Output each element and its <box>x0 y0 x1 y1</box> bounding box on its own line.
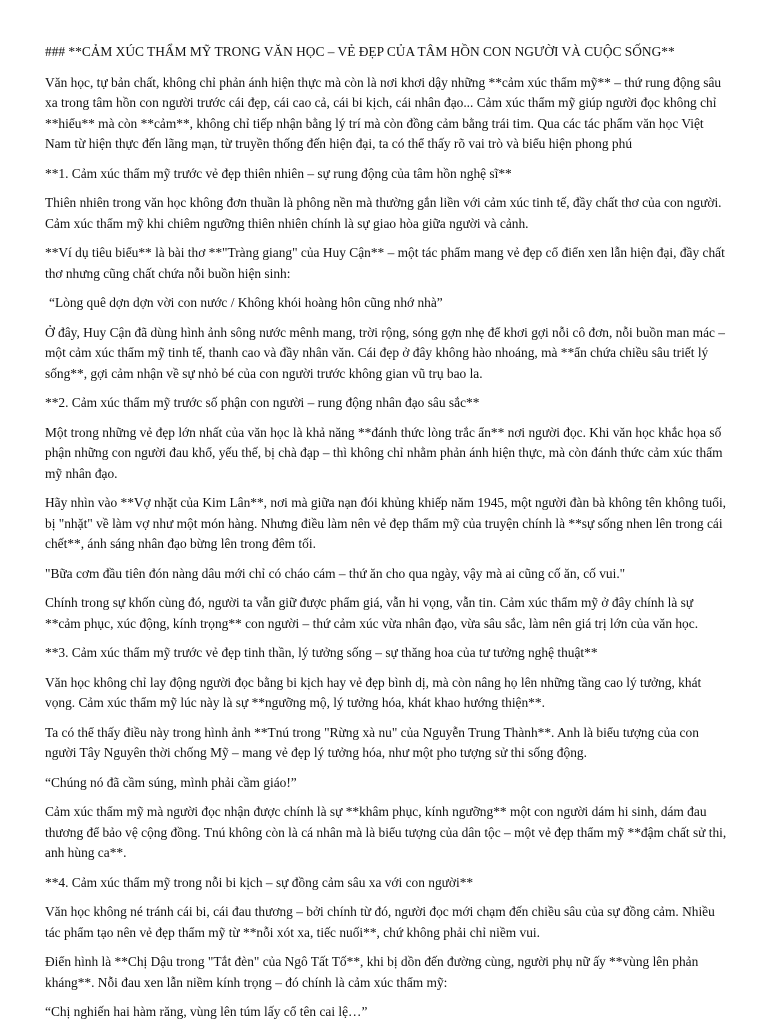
paragraph: Ta có thể thấy điều này trong hình ảnh **Tnú trong "Rừng xà nu" của Nguyễn Trung Thành**. Anh là biểu tượng của con người Tây Nguyên thời chống Mỹ – mang vẻ đẹp lý tưởng hóa, như một pho tượng sử thi sống động. <box>45 724 699 760</box>
section-heading-4: **4. Cảm xúc thẩm mỹ trong nỗi bi kịch – sự đồng cảm sâu xa với con người** <box>45 874 474 890</box>
quote: "Bữa cơm đầu tiên đón nàng dâu mới chỉ có cháo cám – thứ ăn cho qua ngày, vậy mà ai cũng cố ăn, cố vui." <box>45 565 626 581</box>
paragraph: Điển hình là **Chị Dậu trong "Tắt đèn" của Ngô Tất Tố**, khi bị dồn đến đường cùng, người phụ nữ ấy **vùng lên phản kháng**. Nỗi đau xen lẫn niềm kính trọng – đó chính là cảm xúc thẩm mỹ: <box>45 954 699 990</box>
paragraph: Chính trong sự khốn cùng đó, người ta vẫn giữ được phẩm giá, vẫn hi vọng, vẫn tin. Cảm xúc thẩm mỹ ở đây chính là sự **cảm phục, xúc động, kính trọng** con người – thứ cảm xúc vừa nhân đạo, vừa sâu sắc, làm nên giá trị lớn của văn học. <box>45 595 699 631</box>
section-heading-2: **2. Cảm xúc thẩm mỹ trước số phận con người – rung động nhân đạo sâu sắc** <box>45 395 480 410</box>
paragraph: Văn học không chỉ lay động người đọc bằng bi kịch hay vẻ đẹp bình dị, mà còn nâng họ lên những tầng cao lý tưởng, khát vọng. Cảm xúc thẩm mỹ lúc này là sự **ngưỡng mộ, lý tưởng hóa, khát khao hướng thiện**. <box>45 674 702 710</box>
paragraph: Văn học không né tránh cái bi, cái đau thương – bởi chính từ đó, người đọc mới chạm đến chiều sâu của sự đồng cảm. Nhiều tác phẩm tạo nên vẻ đẹp thẩm mỹ từ **nỗi xót xa, tiếc nuối**, chứ không phải chỉ niềm vui. <box>45 904 715 940</box>
paragraph: Thiên nhiên trong văn học không đơn thuần là phông nền mà thường gắn liền với cảm xúc tinh tế, đầy chất thơ của con người. Cảm xúc thẩm mỹ khi chiêm ngưỡng thiên nhiên chính là sự giao hòa giữa người và cảnh. <box>45 195 722 231</box>
section-heading-3: **3. Cảm xúc thẩm mỹ trước vẻ đẹp tinh thần, lý tưởng sống – sự thăng hoa của tư tưởng nghệ thuật** <box>45 645 598 660</box>
paragraph: Cảm xúc thẩm mỹ mà người đọc nhận được chính là sự **khâm phục, kính ngưỡng** một con người dám hi sinh, dám đau thương để bảo vệ cộng đồng. Tnú không còn là cá nhân mà là biểu tượng của dân tộc – một vẻ đẹp thẩm mỹ **đậm chất sử thi, anh hùng ca**. <box>45 804 727 860</box>
intro-paragraph: Văn học, tự bản chất, không chỉ phản ánh hiện thực mà còn là nơi khơi dậy những **cảm xúc thẩm mỹ** – thứ rung động sâu xa trong tâm hồn con người trước cái đẹp, cái cao cả, cái bi kịch, cái nhân đạo... Cảm xúc thẩm mỹ giúp người đọc không chỉ **hiểu** mà còn **cảm**, không chỉ tiếp nhận bằng lý trí mà còn đồng cảm bằng trái tim. Qua các tác phẩm văn học Việt Nam từ hiện thực đến lãng mạn, từ truyền thống đến hiện đại, ta có thể thấy rõ vai trò và biểu hiện phong phú <box>45 74 722 151</box>
paragraph: Ở đây, Huy Cận đã dùng hình ảnh sông nước mênh mang, trời rộng, sóng gợn nhẹ để khơi gợi nỗi cô đơn, nỗi buồn man mác – một cảm xúc thẩm mỹ tinh tế, thanh cao và đầy nhân văn. Cái đẹp ở đây không hào nhoáng, mà **ẩn chứa chiều sâu triết lý sống**, gợi cảm nhận về sự nhỏ bé của con người trước không gian vũ trụ bao la. <box>45 324 725 381</box>
quote: “Lòng quê dợn dợn vời con nước / Không khói hoàng hôn cũng nhớ nhà” <box>49 295 443 310</box>
paragraph: **Ví dụ tiêu biểu** là bài thơ **"Tràng giang" của Huy Cận** – một tác phẩm mang vẻ đẹp cổ điển xen lẫn hiện đại, đầy chất thơ nhưng cũng chất chứa nỗi buồn hiện sinh: <box>45 245 725 281</box>
section-heading-1: **1. Cảm xúc thẩm mỹ trước vẻ đẹp thiên nhiên – sự rung động của tâm hồn nghệ sĩ** <box>45 165 512 181</box>
document-title: ### **CẢM XÚC THẨM MỸ TRONG VĂN HỌC – VẺ ĐẸP CỦA TÂM HỒN CON NGƯỜI VÀ CUỘC SỐNG** <box>45 44 675 59</box>
quote: “Chúng nó đã cầm súng, mình phải cầm giáo!” <box>45 774 297 790</box>
paragraph: Một trong những vẻ đẹp lớn nhất của văn học là khả năng **đánh thức lòng trắc ẩn** nơi người đọc. Khi văn học khắc họa số phận những con người đau khổ, yếu thế, bị chà đạp – thì không chỉ nhằm phản ánh hiện thực, mà còn đánh thức cảm xúc thẩm mỹ nhân đạo. <box>45 424 723 481</box>
quote: “Chị nghiến hai hàm răng, vùng lên túm lấy cổ tên cai lệ…” <box>45 1004 368 1019</box>
document-body <box>45 42 729 1032</box>
paragraph: Hãy nhìn vào **Vợ nhặt của Kim Lân**, nơi mà giữa nạn đói khủng khiếp năm 1945, một người đàn bà không tên không tuổi, bị "nhặt" về làm vợ như một món hàng. Nhưng điều làm nên vẻ đẹp thẩm mỹ của truyện chính là **sự sống nhen lên trong cái chết**, ánh sáng nhân đạo bừng lên trong đêm tối. <box>45 495 727 551</box>
